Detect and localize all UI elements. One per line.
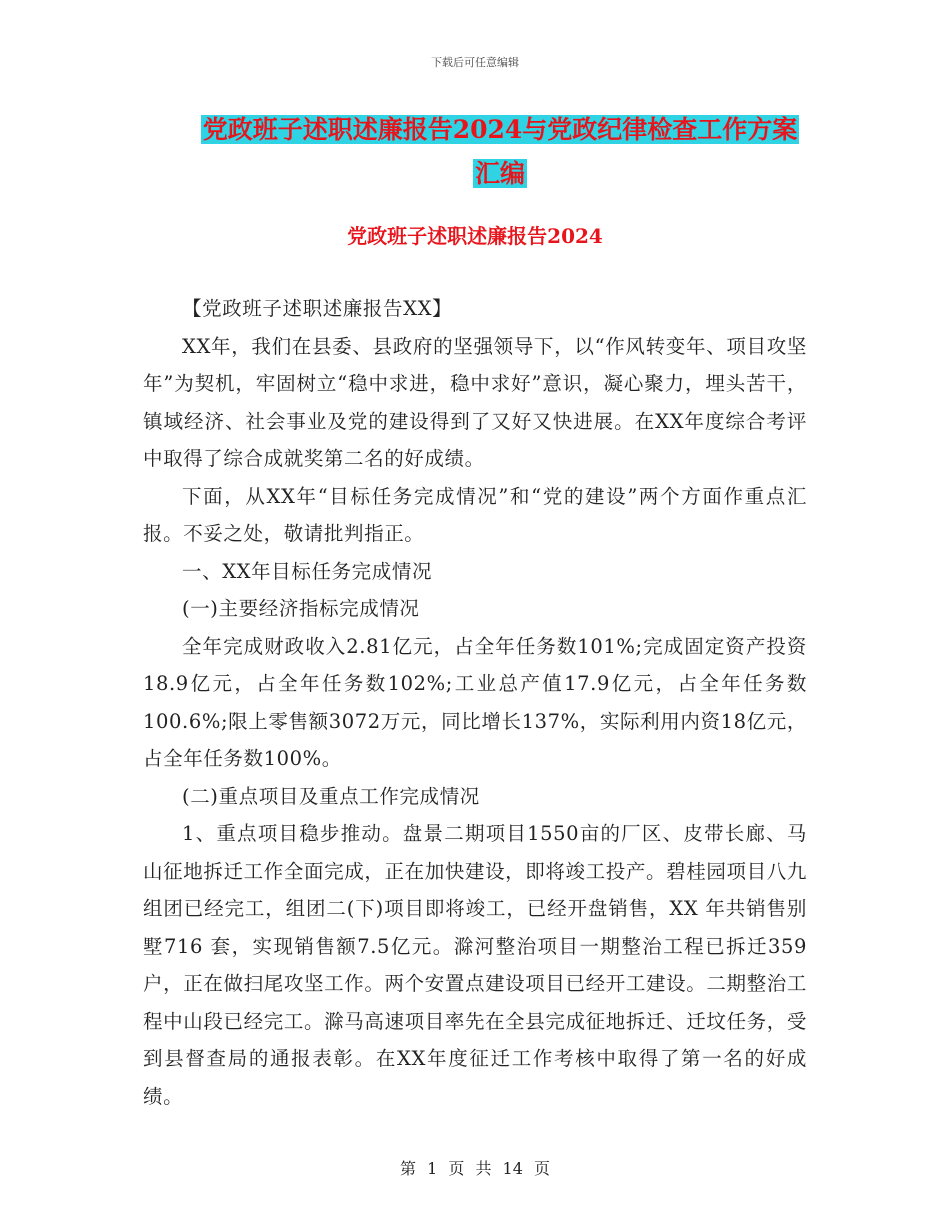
- heading-subsection-1: (一)主要经济指标完成情况: [182, 597, 420, 620]
- paragraph-overview: 下面，从XX年“目标任务完成情况”和“党的建设”两个方面作重点汇报。不妥之处，敬请批判指正。: [143, 484, 807, 545]
- heading-section-1: 一、XX年目标任务完成情况: [182, 559, 433, 583]
- header-note: 下载后可任意编辑: [431, 56, 519, 69]
- paragraph-key-projects: 1、重点项目稳步推动。盘景二期项目1550亩的厂区、皮带长廊、马山征地拆迁工作全面完成，正在加快建设，即将竣工投产。碧桂园项目八九组团已经完工，组团二(下)项目即将竣工，已经开盘销售，XX 年共销售别墅716 套，实现销售额7.5亿元。滁河整治项目一期整治工程已拆迁359户，正在做扫尾攻坚工作。两个安置点建设项目已经开工建设。二期整治工程中山段已经完工。滁马高速项目率先在全县完成征地拆迁、迁坟任务，受到县督查局的通报表彰。在XX年度征迁工作考核中取得了第一名的好成绩。: [143, 822, 807, 1108]
- paragraph-economic-indicators: 全年完成财政收入2.81亿元，占全年任务数101%;完成固定资产投资18.9亿元，占全年任务数102%;工业总产值17.9亿元，占全年任务数100.6%;限上零售额3072万元，同比增长137%，实际利用内资18亿元，占全年任务数100%。: [143, 634, 807, 770]
- document-title-line-1: 党政班子述职述廉报告2024与党政纪律检查工作方案: [202, 115, 798, 144]
- document-title-line-2: 汇编: [474, 159, 525, 188]
- page-number-footer: 第 1 页 共 14 页: [400, 1159, 550, 1178]
- document-title: [150, 108, 850, 196]
- section-title: 党政班子述职述廉报告2024: [347, 224, 603, 248]
- paragraph-intro: XX年，我们在县委、县政府的坚强领导下，以“作风转变年、项目攻坚年”为契机，牢固树立“稳中求进，稳中求好”意识，凝心聚力，埋头苦干，镇域经济、社会事业及党的建设得到了又好又快进展。在XX年度综合考评中取得了综合成就奖第二名的好成绩。: [143, 334, 807, 470]
- paragraph-report-label: 【党政班子述职述廉报告XX】: [182, 297, 453, 320]
- heading-subsection-2: (二)重点项目及重点工作完成情况: [182, 784, 480, 808]
- document-body: [143, 290, 807, 1115]
